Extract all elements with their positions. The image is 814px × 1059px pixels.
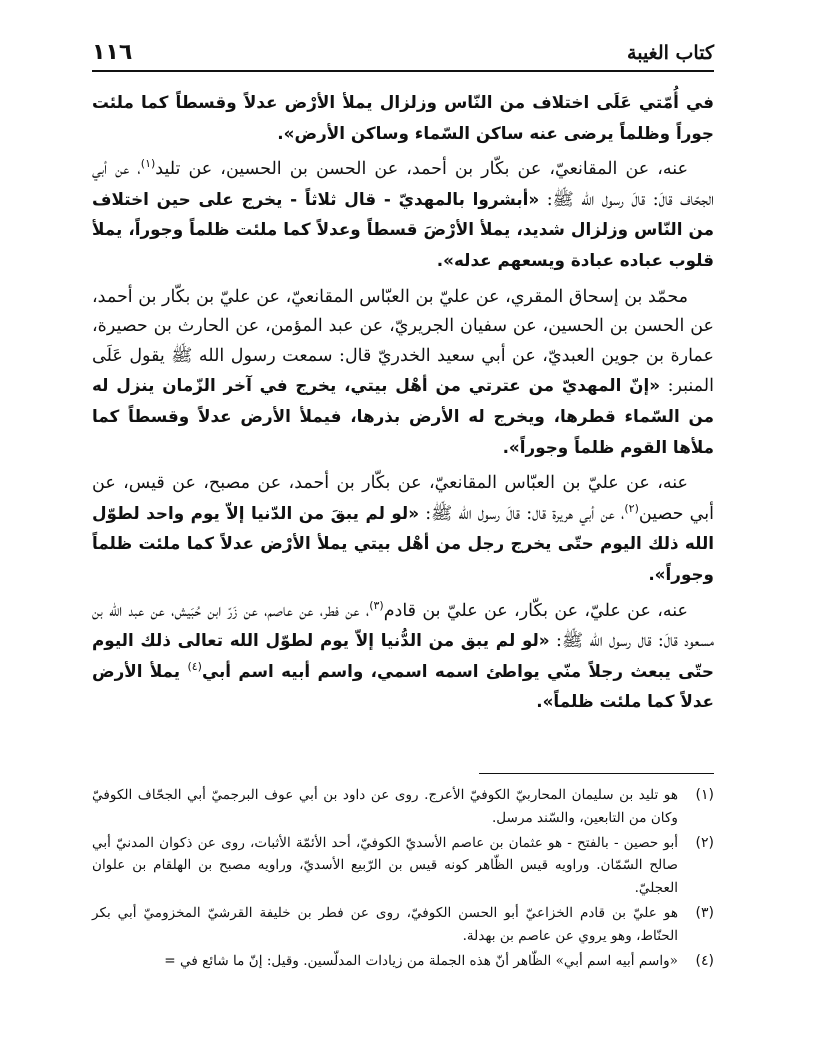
hadith-quote: «لو لم يبقَ من الدّنيا إلاّ يوم واحد لطوّل الله ذلك اليوم حتّى يخرج رجل من أهْل بيتي يملأ الأرْض عدلاً كما ملئت ظلماً وجوراً». [92, 502, 714, 584]
footnote-text: هو تليد بن سليمان المحاربيّ الكوفيّ الأعرج. روى عن داود بن أبي عوف البرجميّ أبي الجحّاف الكوفيّ وكان من التابعين، والسّند مرسل. [92, 787, 678, 826]
footnote-marker: (٣) [369, 598, 384, 612]
footnote-text: أبو حصين - بالفتح - هو عثمان بن عاصم الأسديّ الكوفيّ، أحد الأئمّة الأثبات، روى عن ذكوان المدنيّ أبي صالح السّمّان. وراويه قيس الظّاهر كونه قيس بن الرّبيع الأسديّ، وراويه مصبح بن الهلقام بن علوان العجليّ. [92, 834, 678, 897]
isnad-text: عنه، عن عليّ، عن بكّار، عن عليّ بن قادم [383, 600, 688, 621]
paragraph [92, 155, 714, 276]
hadith-quote: «لو لم يبق من الدُّنيا إلاّ يوم لطوّل الله تعالى ذلك اليوم حتّى يبعث رجلاً منّي يواطئ اسمه اسمي، واسم أبيه اسم أبي [92, 630, 714, 681]
footnote [92, 902, 714, 948]
footnote-number: (٤) [695, 952, 714, 969]
footnote-marker: (١) [140, 157, 156, 171]
running-header [92, 40, 714, 72]
book-title: كتاب الغيبة [627, 42, 714, 64]
isnad-text: ، عن أبي هريرة قال: قالَ رسول الله ﷺ: [419, 503, 625, 524]
footnote [92, 950, 714, 973]
footnote-number: (١) [695, 787, 714, 803]
footnote-text: «واسم أبيه اسم أبي» الظّاهر أنّ هذه الجملة من زيادات المدلّسين. وقيل: إنّ ما شائع في = [164, 952, 678, 969]
paragraph [92, 88, 714, 149]
page-number: ١١٦ [92, 40, 133, 65]
main-text [92, 88, 714, 724]
hadith-quote: يملأ الأرض عدلاً كما ملئت ظلماً». [92, 660, 714, 712]
hadith-quote: «أبشروا بالمهديّ - قال ثلاثاً - يخرج على حين اختلاف من النّاس وزلزال شديد، يملأ الأرْضَ قسطاً وعدلاً كما ملئت ظلماً وجوراً، يملأ قلوب عباده عبادة ويسعهم عدله». [92, 188, 714, 270]
isnad-text: محمّد بن إسحاق المقري، عن عليّ بن العبّاس المقانعيّ، عن عليّ بن بكّار بن أحمد، عن الحسن بن الحسين، عن سفيان الجريريّ، عن عبد المؤمن، عن الحارث بن حصيرة، عمارة بن جوين العبديّ، عن أبي سعيد الخدريّ قال: سمعت رسول الله ﷺ يقول عَلَى المنبر: [92, 286, 714, 397]
footnote-marker: (٤) [187, 659, 202, 673]
paragraph [92, 283, 714, 464]
footnote [92, 784, 714, 830]
paragraph [92, 469, 714, 590]
footnotes [92, 784, 714, 974]
footnote-marker: (٢) [624, 501, 639, 515]
footnote-number: (٣) [695, 904, 714, 921]
isnad-text: ، عن أبي الجحّاف قالَ: قالَ رسول الله ﷺ: [92, 159, 715, 210]
footnote [92, 832, 714, 900]
isnad-text: عنه، عن عليّ بن العبّاس المقانعيّ، عن بكّار بن أحمد، عن مصبح، عن قيس، عن أبي حصين [92, 473, 714, 524]
hadith-quote: في أُمّتي عَلَى اختلاف من النّاس وزلزال يملأ الأرْض عدلاً وقسطاً كما ملئت جوراً وظلماً يرضى عنه ساكن السّماء وساكن الأرض». [92, 92, 714, 143]
isnad-text: ، عن فطر، عن عاصم، عن زَرّ ابن حُبَيش، عن عبد الله بن مسعود قالَ: قال رسول الله ﷺ: [92, 600, 715, 652]
isnad-text: عنه، عن المقانعيّ، عن بكّار بن أحمد، عن الحسن بن الحسين، عن تليد [155, 159, 689, 180]
hadith-quote: «إنّ المهديّ من عترتي من أهْل بيتي، يخرج في آخر الزّمان ينزل له من السّماء قطرها، ويخرج له الأرض بذرها، فيملأ الأرض عدلاً وقسطاً كما ملأها القوم ظلماً وجوراً». [92, 375, 714, 457]
footnote-text: هو عليّ بن قادم الخزاعيّ أبو الحسن الكوفيّ، روى عن فطر بن خليفة القرشيّ المخزوميّ أبي بكر الحنّاط، وهو يروي عن عاصم بن بهدلة. [92, 904, 678, 944]
footnote-number: (٢) [695, 834, 714, 851]
paragraph [92, 597, 714, 718]
footnote-separator [479, 773, 714, 774]
